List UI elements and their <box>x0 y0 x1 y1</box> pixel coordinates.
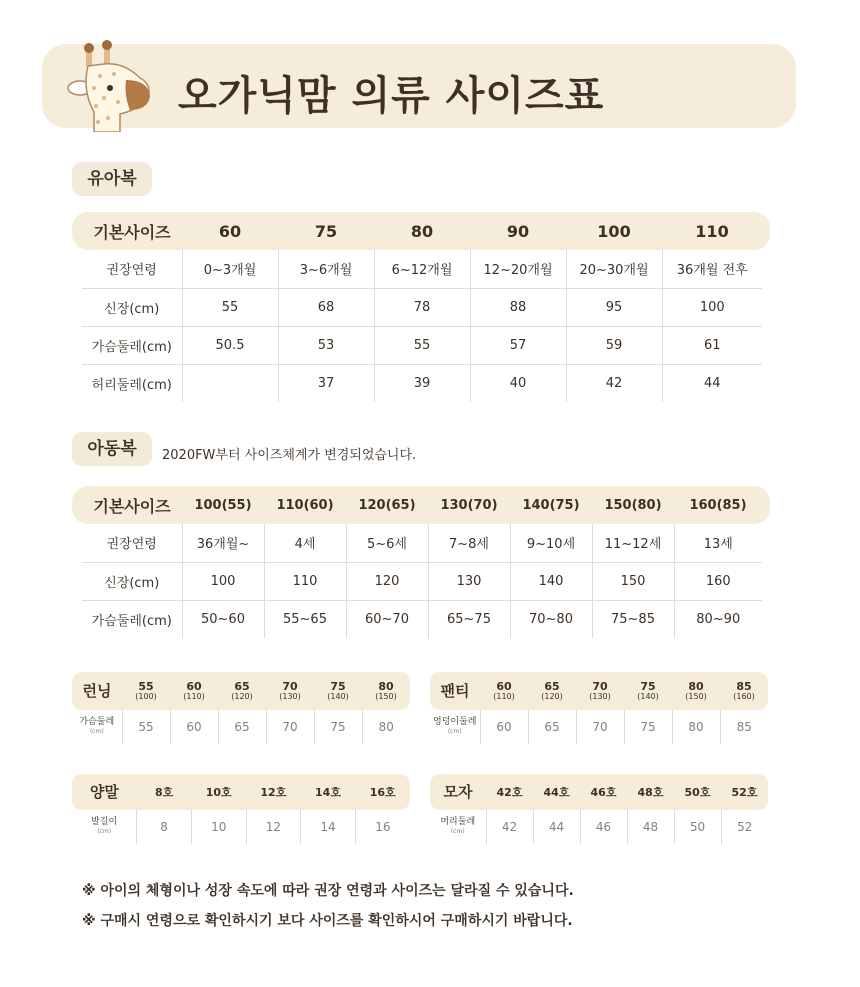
table-cell: 100 <box>182 562 264 600</box>
table-cell: 46 <box>580 810 627 844</box>
table-row <box>82 600 762 638</box>
row-label: 가슴둘레(cm) <box>91 613 172 629</box>
size-main: 55 <box>138 680 154 693</box>
table-cell: 50.5 <box>182 326 278 364</box>
table-cell: 95 <box>566 288 662 326</box>
table-cell: 61 <box>662 326 762 364</box>
header-cell: 90 <box>506 221 530 241</box>
table-cell: 11~12세 <box>592 524 674 562</box>
socks-header-row <box>72 774 410 810</box>
table-cell: 36개월 전후 <box>662 250 762 288</box>
infant-size-table <box>82 212 762 402</box>
header-cell <box>362 672 410 710</box>
table-cell: 110 <box>264 562 346 600</box>
header-cell: 60 <box>218 221 242 241</box>
header-cell: 기본사이즈 <box>93 496 171 516</box>
table-cell: 60 <box>480 710 528 744</box>
header-cell: 130(70) <box>440 497 498 513</box>
header-cell <box>720 672 768 710</box>
size-main: 75 <box>640 680 656 693</box>
table-cell: 5~6세 <box>346 524 428 562</box>
giraffe-icon <box>58 40 158 132</box>
header-cell: 150(80) <box>604 497 662 513</box>
size-sub: (130) <box>279 692 301 701</box>
hat-header-row <box>430 774 768 810</box>
table-cell: 55 <box>122 710 170 744</box>
table-cell: 6~12개월 <box>374 250 470 288</box>
table-cell: 70~80 <box>510 600 592 638</box>
footnote-purchase: ※ 구매시 연령으로 확인하시기 보다 사이즈를 확인하시어 구매하시기 바랍니다. <box>82 913 573 929</box>
table-cell: 70 <box>576 710 624 744</box>
table-cell: 55~65 <box>264 600 346 638</box>
table-cell: 53 <box>278 326 374 364</box>
panty-header-row <box>430 672 768 710</box>
header-cell: 42호 <box>496 785 523 799</box>
header-cell: 110(60) <box>276 497 334 513</box>
table-cell: 59 <box>566 326 662 364</box>
header-cell: 110 <box>695 221 729 241</box>
table-cell: 65 <box>528 710 576 744</box>
table-cell: 40 <box>470 364 566 402</box>
row-label: 권장연령 <box>82 250 182 288</box>
size-main: 60 <box>186 680 202 693</box>
header-cell <box>218 672 266 710</box>
section-tag-kids: 아동복 <box>72 432 152 466</box>
table-cell: 48 <box>627 810 674 844</box>
table-cell: 10 <box>191 810 246 844</box>
page-title: 오가닉맘 의류 사이즈표 <box>178 73 605 119</box>
table-cell: 55 <box>374 326 470 364</box>
table-cell: 70 <box>266 710 314 744</box>
table-cell: 160 <box>674 562 762 600</box>
size-sub: (140) <box>327 692 349 701</box>
size-sub: (120) <box>541 692 563 701</box>
panty-size-table <box>430 672 768 744</box>
size-sub: (150) <box>375 692 397 701</box>
table-cell: 65~75 <box>428 600 510 638</box>
table-row <box>82 364 762 402</box>
size-main: 70 <box>592 680 608 693</box>
table-row <box>430 810 768 844</box>
size-sub: (130) <box>589 692 611 701</box>
table-cell: 80 <box>362 710 410 744</box>
header-cell <box>122 672 170 710</box>
kids-size-table <box>82 486 762 638</box>
size-main: 85 <box>736 680 752 693</box>
panty-label: 팬티 <box>440 681 470 700</box>
table-cell: 150 <box>592 562 674 600</box>
header-cell <box>266 672 314 710</box>
section-tag-infant: 유아복 <box>72 162 152 196</box>
row-label <box>430 710 480 744</box>
header-cell: 48호 <box>637 785 664 799</box>
table-cell: 85 <box>720 710 768 744</box>
header-cell: 46호 <box>590 785 617 799</box>
table-cell: 12 <box>246 810 301 844</box>
row-label: 신장(cm) <box>82 562 182 600</box>
row-label: 신장(cm) <box>82 288 182 326</box>
header-cell: 52호 <box>731 785 758 799</box>
table-cell: 44 <box>533 810 580 844</box>
header-cell: 50호 <box>684 785 711 799</box>
header-cell: 기본사이즈 <box>93 222 171 242</box>
row-label <box>72 710 122 744</box>
header-cell <box>170 672 218 710</box>
table-cell: 36개월~ <box>182 524 264 562</box>
header-cell <box>624 672 672 710</box>
running-header-row <box>72 672 410 710</box>
header-cell: 16호 <box>369 785 396 799</box>
table-cell: 80~90 <box>674 600 762 638</box>
table-cell: 0~3개월 <box>182 250 278 288</box>
table-cell: 75 <box>624 710 672 744</box>
row-label-text: 엉덩이둘레 <box>433 717 477 727</box>
table-cell: 4세 <box>264 524 346 562</box>
table-cell: 14 <box>301 810 356 844</box>
size-change-note: 2020FW부터 사이즈체계가 변경되었습니다. <box>162 448 417 463</box>
size-sub: (160) <box>733 692 755 701</box>
running-size-table <box>72 672 410 744</box>
header-cell: 120(65) <box>358 497 416 513</box>
table-cell: 16 <box>355 810 410 844</box>
table-cell: 52 <box>721 810 768 844</box>
table-cell: 12~20개월 <box>470 250 566 288</box>
header-cell <box>314 672 362 710</box>
table-cell: 78 <box>374 288 470 326</box>
header-cell <box>672 672 720 710</box>
table-row <box>430 710 768 744</box>
table-cell: 88 <box>470 288 566 326</box>
table-row <box>82 562 762 600</box>
hat-label: 모자 <box>443 782 473 801</box>
table-cell: 44 <box>662 364 762 402</box>
size-sub: (110) <box>493 692 515 701</box>
row-label-text: 가슴둘레 <box>79 717 115 727</box>
row-label <box>430 810 486 844</box>
size-sub: (150) <box>685 692 707 701</box>
row-label: 가슴둘레(cm) <box>82 326 182 364</box>
size-main: 80 <box>688 680 704 693</box>
table-cell: 140 <box>510 562 592 600</box>
table-cell: 120 <box>346 562 428 600</box>
table-cell: 9~10세 <box>510 524 592 562</box>
header-cell <box>576 672 624 710</box>
table-cell: 75~85 <box>592 600 674 638</box>
size-main: 70 <box>282 680 298 693</box>
row-label-text: 머리둘레 <box>440 817 476 827</box>
size-main: 80 <box>378 680 394 693</box>
header-cell: 100(55) <box>194 497 252 513</box>
row-label-text: 발길이 <box>91 817 118 827</box>
table-cell: 68 <box>278 288 374 326</box>
table-cell: 65 <box>218 710 266 744</box>
table-row <box>82 250 762 288</box>
row-label <box>72 810 137 844</box>
header-cell: 8호 <box>154 785 174 799</box>
table-cell: 57 <box>470 326 566 364</box>
footnote-growth: ※ 아이의 체형이나 성장 속도에 따라 권장 연령과 사이즈는 달라질 수 있습니다. <box>82 883 574 899</box>
table-cell: 39 <box>374 364 470 402</box>
running-label: 런닝 <box>82 681 112 700</box>
table-cell: 37 <box>278 364 374 402</box>
header-cell: 100 <box>597 221 631 241</box>
size-sub: (100) <box>135 692 157 701</box>
hat-size-table <box>430 774 768 844</box>
header-cell: 160(85) <box>689 497 747 513</box>
table-cell: 13세 <box>674 524 762 562</box>
size-main: 65 <box>234 680 250 693</box>
size-sub: (120) <box>231 692 253 701</box>
row-unit: (cm) <box>450 828 465 835</box>
size-sub: (140) <box>637 692 659 701</box>
row-label: 권장연령 <box>82 524 182 562</box>
infant-header-row <box>82 212 762 250</box>
table-cell: 80 <box>672 710 720 744</box>
table-cell: 75 <box>314 710 362 744</box>
header-cell: 14호 <box>315 785 341 799</box>
table-cell: 50~60 <box>182 600 264 638</box>
table-cell: 42 <box>486 810 533 844</box>
table-row <box>82 288 762 326</box>
row-unit: (cm) <box>97 828 112 835</box>
table-cell: 50 <box>674 810 721 844</box>
table-cell: 42 <box>566 364 662 402</box>
header-cell: 44호 <box>543 785 570 799</box>
header-cell: 140(75) <box>522 497 580 513</box>
header-cell: 80 <box>410 221 434 241</box>
table-cell: 60 <box>170 710 218 744</box>
table-cell: 8 <box>137 810 192 844</box>
table-cell: 130 <box>428 562 510 600</box>
size-sub: (110) <box>183 692 205 701</box>
table-cell: 20~30개월 <box>566 250 662 288</box>
table-cell: 3~6개월 <box>278 250 374 288</box>
table-cell <box>182 364 278 402</box>
table-cell: 100 <box>662 288 762 326</box>
socks-size-table <box>72 774 410 844</box>
header-cell: 12호 <box>260 785 287 799</box>
header-cell: 10호 <box>205 785 232 799</box>
table-row <box>82 524 762 562</box>
size-main: 60 <box>496 680 512 693</box>
table-row <box>82 326 762 364</box>
table-row <box>72 710 410 744</box>
header-cell <box>480 672 528 710</box>
header-cell: 75 <box>314 221 338 241</box>
socks-label: 양말 <box>89 782 119 801</box>
kids-header-row <box>82 486 762 524</box>
table-row <box>72 810 410 844</box>
header-cell <box>528 672 576 710</box>
row-unit: (cm) <box>447 728 462 735</box>
size-main: 65 <box>544 680 560 693</box>
table-cell: 60~70 <box>346 600 428 638</box>
table-cell: 55 <box>182 288 278 326</box>
size-main: 75 <box>330 680 346 693</box>
row-unit: (cm) <box>89 728 104 735</box>
table-cell: 7~8세 <box>428 524 510 562</box>
row-label: 허리둘레(cm) <box>91 377 172 393</box>
